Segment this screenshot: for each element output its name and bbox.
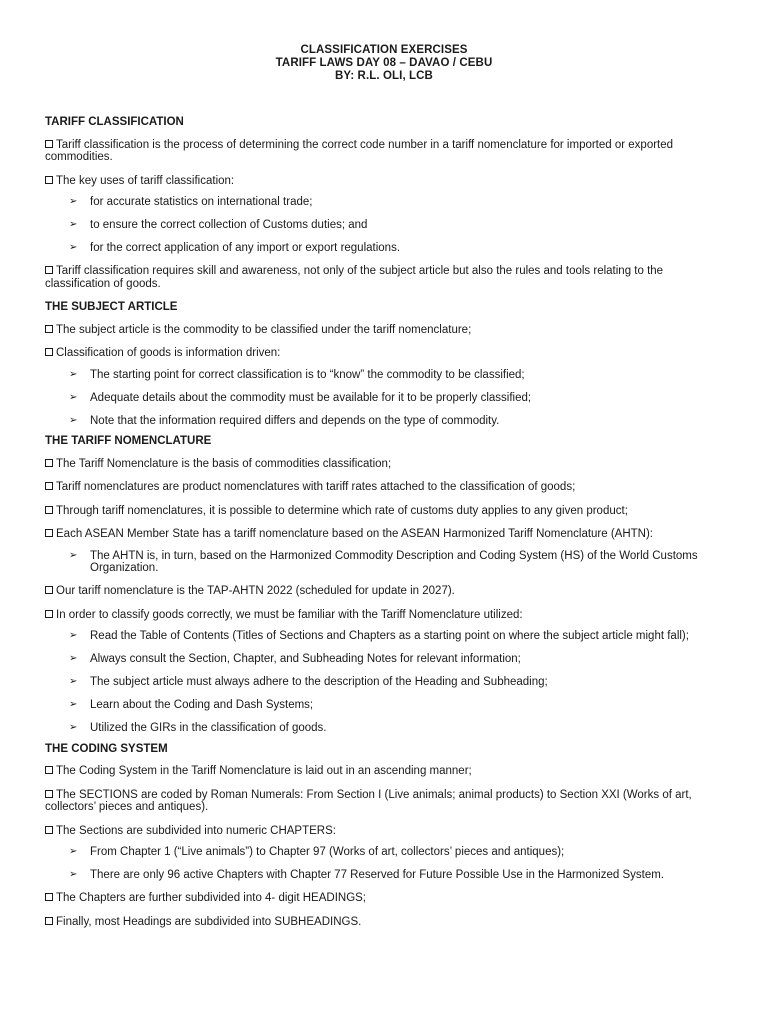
paragraph: Our tariff nomenclature is the TAP-AHTN 2022 (scheduled for update in 2027). <box>45 585 725 598</box>
arrowhead-bullet-icon: ➢ <box>69 722 78 733</box>
checkbox-square-icon <box>45 266 53 274</box>
list-item: ➢ Utilized the GIRs in the classification of goods. <box>69 722 327 734</box>
header-subtitle: TARIFF LAWS DAY 08 – DAVAO / CEBU <box>275 57 493 69</box>
list-item: ➢ Adequate details about the commodity must be available for it to be properly classified; <box>69 391 532 404</box>
paragraph: Classification of goods is information driven: <box>45 347 725 360</box>
section-title-tariff-nomenclature: THE TARIFF NOMENCLATURE <box>45 435 212 447</box>
section-title-coding-system: THE CODING SYSTEM <box>45 742 168 755</box>
arrowhead-bullet-icon: ➢ <box>69 391 78 403</box>
list-item: ➢ to ensure the correct collection of Customs duties; and <box>69 219 368 231</box>
header-author: BY: R.L. OLI, LCB <box>335 70 433 82</box>
checkbox-square-icon <box>45 610 53 618</box>
checkbox-square-icon <box>45 140 53 148</box>
paragraph: The key uses of tariff classification: <box>45 175 725 188</box>
paragraph: Each ASEAN Member State has a tariff nomenclature based on the ASEAN Harmonized Tariff Nomenclature (AHTN): <box>45 528 725 541</box>
header-title: CLASSIFICATION EXERCISES <box>300 44 468 56</box>
document-header <box>0 44 768 83</box>
checkbox-square-icon <box>45 790 53 798</box>
arrowhead-bullet-icon: ➢ <box>69 676 78 687</box>
paragraph: Finally, most Headings are subdivided into SUBHEADINGS. <box>45 916 725 929</box>
list-item: ➢ From Chapter 1 (“Live animals”) to Chapter 97 (Works of art, collectors’ pieces and antiques); <box>69 846 565 858</box>
arrowhead-bullet-icon: ➢ <box>69 549 78 561</box>
paragraph: The subject article is the commodity to be classified under the tariff nomenclature; <box>45 324 725 337</box>
arrowhead-bullet-icon: ➢ <box>69 869 78 880</box>
checkbox-square-icon <box>45 766 53 774</box>
arrowhead-bullet-icon: ➢ <box>69 368 78 380</box>
list-item: ➢ for the correct application of any import or export regulations. <box>69 242 401 254</box>
list-item: ➢ Always consult the Section, Chapter, and Subheading Notes for relevant information; <box>69 653 521 665</box>
list-item: ➢ for accurate statistics on international trade; <box>69 196 313 208</box>
paragraph: The Chapters are further subdivided into 4- digit HEADINGS; <box>45 892 725 905</box>
checkbox-square-icon <box>45 482 53 490</box>
checkbox-square-icon <box>45 893 53 901</box>
checkbox-square-icon <box>45 459 53 467</box>
checkbox-square-icon <box>45 506 53 514</box>
list-item: ➢ Learn about the Coding and Dash Systems; <box>69 699 314 711</box>
arrowhead-bullet-icon: ➢ <box>69 653 78 664</box>
paragraph: Tariff nomenclatures are product nomenclatures with tariff rates attached to the classification of goods; <box>45 481 725 494</box>
arrowhead-bullet-icon: ➢ <box>69 196 78 207</box>
arrowhead-bullet-icon: ➢ <box>69 846 78 857</box>
section-title-tariff-classification: TARIFF CLASSIFICATION <box>45 116 184 128</box>
checkbox-square-icon <box>45 917 53 925</box>
list-item: ➢ The starting point for correct classification is to “know” the commodity to be classified; <box>69 368 525 381</box>
paragraph: The Tariff Nomenclature is the basis of commodities classification; <box>45 458 725 471</box>
paragraph: The Sections are subdivided into numeric CHAPTERS: <box>45 825 725 838</box>
checkbox-square-icon <box>45 325 53 333</box>
list-item: ➢ There are only 96 active Chapters with Chapter 77 Reserved for Future Possible Use in the Harmonized System. <box>69 869 664 881</box>
paragraph: The Coding System in the Tariff Nomenclature is laid out in an ascending manner; <box>45 765 725 778</box>
list-item: ➢ Read the Table of Contents (Titles of Sections and Chapters as a starting point on where the subject article might fall); <box>69 630 689 642</box>
checkbox-square-icon <box>45 586 53 594</box>
document-body <box>45 116 725 939</box>
arrowhead-bullet-icon: ➢ <box>69 699 78 710</box>
paragraph: The SECTIONS are coded by Roman Numerals: From Section I (Live animals; animal products) to Section XXI (Works of art, collectors’ pieces and antiques). <box>45 788 692 813</box>
paragraph: Tariff classification requires skill and awareness, not only of the subject article but also the rules and tools relating to the classification of goods. <box>45 265 664 290</box>
checkbox-square-icon <box>45 176 53 184</box>
checkbox-square-icon <box>45 529 53 537</box>
arrowhead-bullet-icon: ➢ <box>69 414 78 426</box>
section-title-subject-article: THE SUBJECT ARTICLE <box>45 301 178 313</box>
arrowhead-bullet-icon: ➢ <box>69 630 78 641</box>
checkbox-square-icon <box>45 348 53 356</box>
paragraph: Through tariff nomenclatures, it is possible to determine which rate of customs duty applies to any given product; <box>45 505 725 518</box>
list-item: ➢ The subject article must always adhere to the description of the Heading and Subheading; <box>69 676 548 688</box>
list-item: ➢ The AHTN is, in turn, based on the Harmonized Commodity Description and Coding System (HS) of the World Customs Organization. <box>69 549 698 574</box>
list-item: ➢ Note that the information required differs and depends on the type of commodity. <box>69 414 500 427</box>
checkbox-square-icon <box>45 826 53 834</box>
paragraph: In order to classify goods correctly, we must be familiar with the Tariff Nomenclature utilized: <box>45 609 725 622</box>
arrowhead-bullet-icon: ➢ <box>69 219 78 230</box>
paragraph: Tariff classification is the process of determining the correct code number in a tariff nomenclature for imported or exported commodities. <box>45 138 674 163</box>
arrowhead-bullet-icon: ➢ <box>69 242 78 253</box>
